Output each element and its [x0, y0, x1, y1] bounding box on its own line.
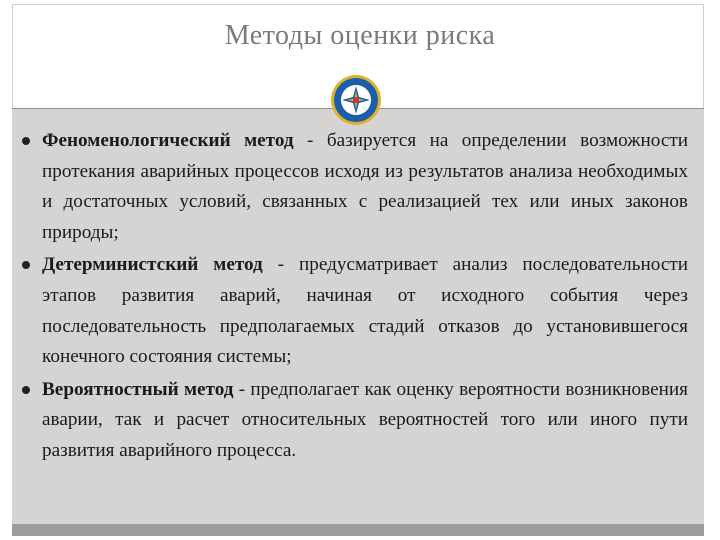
method-term: Вероятностный метод — [42, 378, 234, 400]
bullet-icon — [22, 261, 30, 269]
method-description: - предполагает как оценку вероятности возникновения аварии, так и расчет относительных вероятностей того или иного пути развития аварийного процесса. — [42, 378, 688, 461]
bullet-icon — [22, 386, 30, 394]
emergency-ministry-emblem-icon — [330, 74, 382, 126]
bullet-icon — [22, 137, 30, 145]
list-item — [20, 250, 688, 372]
slide-title: Методы оценки риска — [224, 20, 496, 51]
list-item — [20, 126, 688, 248]
method-term: Феноменологический метод — [42, 130, 294, 151]
method-description: - предусматривает анализ последовательности этапов развития аварий, начиная от исходного события через последовательность предполагаемых стадий отказов до установившегося конечного состояния системы; — [42, 254, 688, 368]
list-item — [20, 375, 688, 467]
methods-list — [20, 126, 688, 467]
method-description: - базируется на определении возможности протекания аварийных процессов исходя из результатов анализа необходимых и достаточных условий, связанных с реализацией тех или иных законов природы; — [42, 130, 688, 243]
method-term: Детерминистский метод — [42, 254, 263, 276]
bottom-bar — [12, 524, 704, 536]
